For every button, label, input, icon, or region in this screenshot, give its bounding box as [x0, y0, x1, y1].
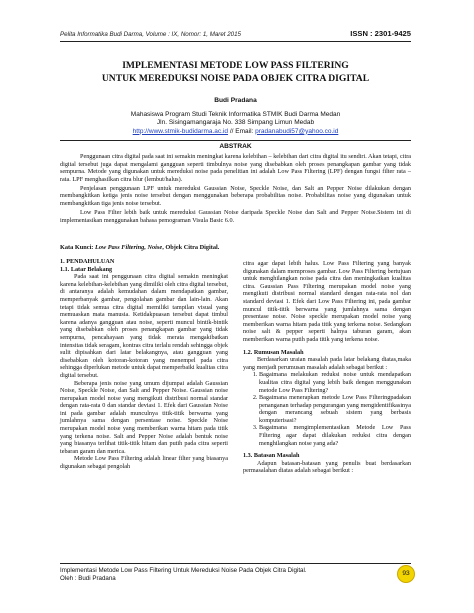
keywords-terms: Low Pass Filtering, Noise — [95, 244, 163, 251]
body-paragraph: Pada saat ini penggunaan citra digital semakin meningkat karena kelebihan-kelebihan yang dimiliki oleh citra digital tersebut, di antaranya adalah kemudahan dalam mendapatkan gambar, memperbanyak gambar, pengolahan gambar dan lain-lain. Akan tetapi tidak semua citra digital memiliki tampilan visual yang memuaskan mata manusia. Ketidakpuasan tersebut dapat timbul karena adanya gangguan atau noise, seperti muncul bintik-bintik yang disebabkan oleh proses penangkapan gambar yang tidak sempurna, pencahayaan yang tidak merata mengakibatkan intensitas tidak seragam, kontras citra terlalu rendah sehingga objek sulit dipisahkan dari latar belakangnya, atau gangguan yang disebabkan oleh kotoran-kotoran yang menempel pada citra sehingga diperlukan metode untuk dapat memperbaiki kualitas citra digital tersebut. — [60, 273, 228, 379]
section-heading-scope: 1.3. Batasan Masalah — [243, 452, 300, 460]
running-header: Pelita Informatika Budi Darma, Volume : IX, Nomor: 1, Maret 2015 — [60, 31, 242, 38]
footer-divider — [60, 563, 411, 564]
contact-line — [60, 128, 411, 136]
author-name: Budi Pradana — [214, 97, 257, 104]
right-column — [243, 260, 411, 475]
section-heading-problem: 1.2. Rumusan Masalah — [243, 348, 304, 356]
body-paragraph: Berdasarkan uraian masalah pada latar belakang diatas,maka yang menjadi perumusan masalah adalah sebagai berikut : — [243, 356, 411, 371]
affiliation-line-1: Mahasiswa Program Studi Teknik Informatika STMIK Budi Darma Medan — [130, 111, 341, 118]
abstract-heading: ABSTRAK — [219, 143, 252, 150]
section-heading-intro: 1. PENDAHULUAN — [60, 258, 115, 265]
title-line-1: IMPLEMENTASI METODE LOW PASS FILTERING — [122, 60, 349, 71]
website-link[interactable]: http://www.stmik-budidarma.ac.id — [132, 127, 229, 135]
issn-label: ISSN : 2301-9425 — [350, 29, 411, 38]
list-item: 2. Bagaimana menerapkan metode Low Pass Filteringpadakan penanganan terhadap pengurangan yang mengidentifikasinya dengan merancang sebuah sistem yang berbasis komputerisasi? — [259, 394, 411, 424]
body-paragraph: Metode Low Pass Filtering adalah linear filter yang biasanya digunakan sebagai pengolah — [60, 455, 228, 471]
body-paragraph: Adapun batasan-batasan yang penulis buat berdasarkan permasalahan diatas adalah sebagai berikut : — [243, 459, 411, 475]
abstract-body — [60, 153, 411, 226]
footer-author: Oleh : Budi Pradana — [60, 575, 116, 582]
affiliation — [60, 111, 411, 136]
body-paragraph: citra agar dapat lebih halus. Low Pass Filtering yang banyak digunakan dalam memproses gambar. Low Pass Filtering bertujuan untuk menghilangkan noise pada citra dan meningkatkan kualitas citra. Gaussian Pass Filtering merupakan model noise yang mengikuti distribusi normal standard dengan rata-rata nol dan standard deviasi 1. Efek dari Low Pass Filtering ini, pada gambar muncul titik-titik berwarna yang jumlahnya sama dengan presentase noise. Noise speckle merupakan model noise yang memberikan warna hitam pada titik yang terkena noise. Sedangkan noise salt & pepper seperti halnya taburan garam, akan memberikan warna putih pada titik yang terkena noise. — [243, 260, 411, 343]
abstract-paragraph-1: Penggunaan citra digital pada saat ini semakin meningkat karena kelebihan – kelebihan dari citra digital itu sendiri. Akan tetapi, citra digital tersebut juga dapat mengalami gangguan seperti timbulnya noise yang disebabkan oleh proses penangkapan gambar yang tidak sempurna. Metode yang digunakan untuk mereduksi noise pada penelitian ini adalah Low Pass Filtering (LPF) dengan fungsi filter rata – rata. LPF menghasilkan citra blur (lembut/halus). — [60, 153, 411, 183]
left-column — [60, 258, 228, 471]
header-divider — [60, 41, 411, 42]
abstract-paragraph-3: Low Pass Filter lebih baik untuk mereduksi Gaussian Noise daripada Speckle Noise dan Salt and Pepper Noise.Sistem ini di implementasikan menggunakan bahasa pemograman Visula Basic 6.0. — [60, 209, 411, 224]
footer-title: Implementasi Metode Low Pass Filtering Untuk Mereduksi Noise Pada Objek Citra Digital. — [60, 567, 307, 574]
abstract-paragraph-2: Penjelasan penggunaan LPF untuk mereduksi Gaussian Noise, Speckle Noise, dan Salt an Pepper Noise dilakukan dengan membangkitkan ketiga jenis noise tersebut dengan menggunakan beberapa probabilitas noise. Probabilitas noise yang digunakan untuk membangkitkan tiga jenis noise tersebut. — [60, 184, 411, 208]
title-line-2: UNTUK MEREDUKSI NOISE PADA OBJEK CITRA DIGITAL — [101, 72, 370, 84]
email-prefix: // Email: — [228, 127, 256, 135]
body-paragraph: Beberapa jenis noise yang umum dijumpai adalah Gaussian Noise, Speckle Noise, dan Salt and Pepper Noise. Gaussian noise merupakan model noise yang mengikuti distribusi normal standar dengan rata-rata 0 dan standar deviasi 1. Efek dari Gaussian Noise ini pada gambar adalah munculnya titik-titik berwarna yang jumlahnya sama dengan persentase noise. Speckle Noise merupakan model noise yang memberikan warna hitam pada titik yang terkena noise. Salt and Pepper Noise adalah bentuk noise yang biasanya terlihat titik-titik hitam dan putih pada citra seperti tebaran garam dan merica. — [60, 379, 228, 455]
affiliation-line-2: Jln. Sisingamangaraja No. 338 Simpang Limun Medab — [156, 119, 315, 127]
section-heading-background: 1.1. Latar Belakang — [60, 265, 113, 273]
page-number-badge: 93 — [397, 565, 415, 583]
footer — [60, 567, 307, 583]
email-link[interactable]: pradanabudi57@yahoo.co.id — [255, 127, 339, 135]
problem-list — [243, 371, 411, 447]
list-item: 3. Bagaimana mengimplementasikan Metode Low Pass Filtering agar dapat dilakukan reduksi citra dengan menghilangkan noise yang ada? — [259, 424, 411, 447]
keywords-label: Kata Kunci: — [60, 244, 94, 251]
keywords-tail: , Objek Citra Digital. — [162, 244, 220, 251]
keywords — [60, 244, 411, 251]
paper-title — [60, 60, 411, 85]
abstract-divider — [60, 140, 411, 141]
list-item: 1. Bagaimana melakukan reduksi noise untuk mendapatkan kualitas citra digital yang lebih baik dengan menggunakan metode Low Pass Filtering? — [259, 371, 411, 394]
